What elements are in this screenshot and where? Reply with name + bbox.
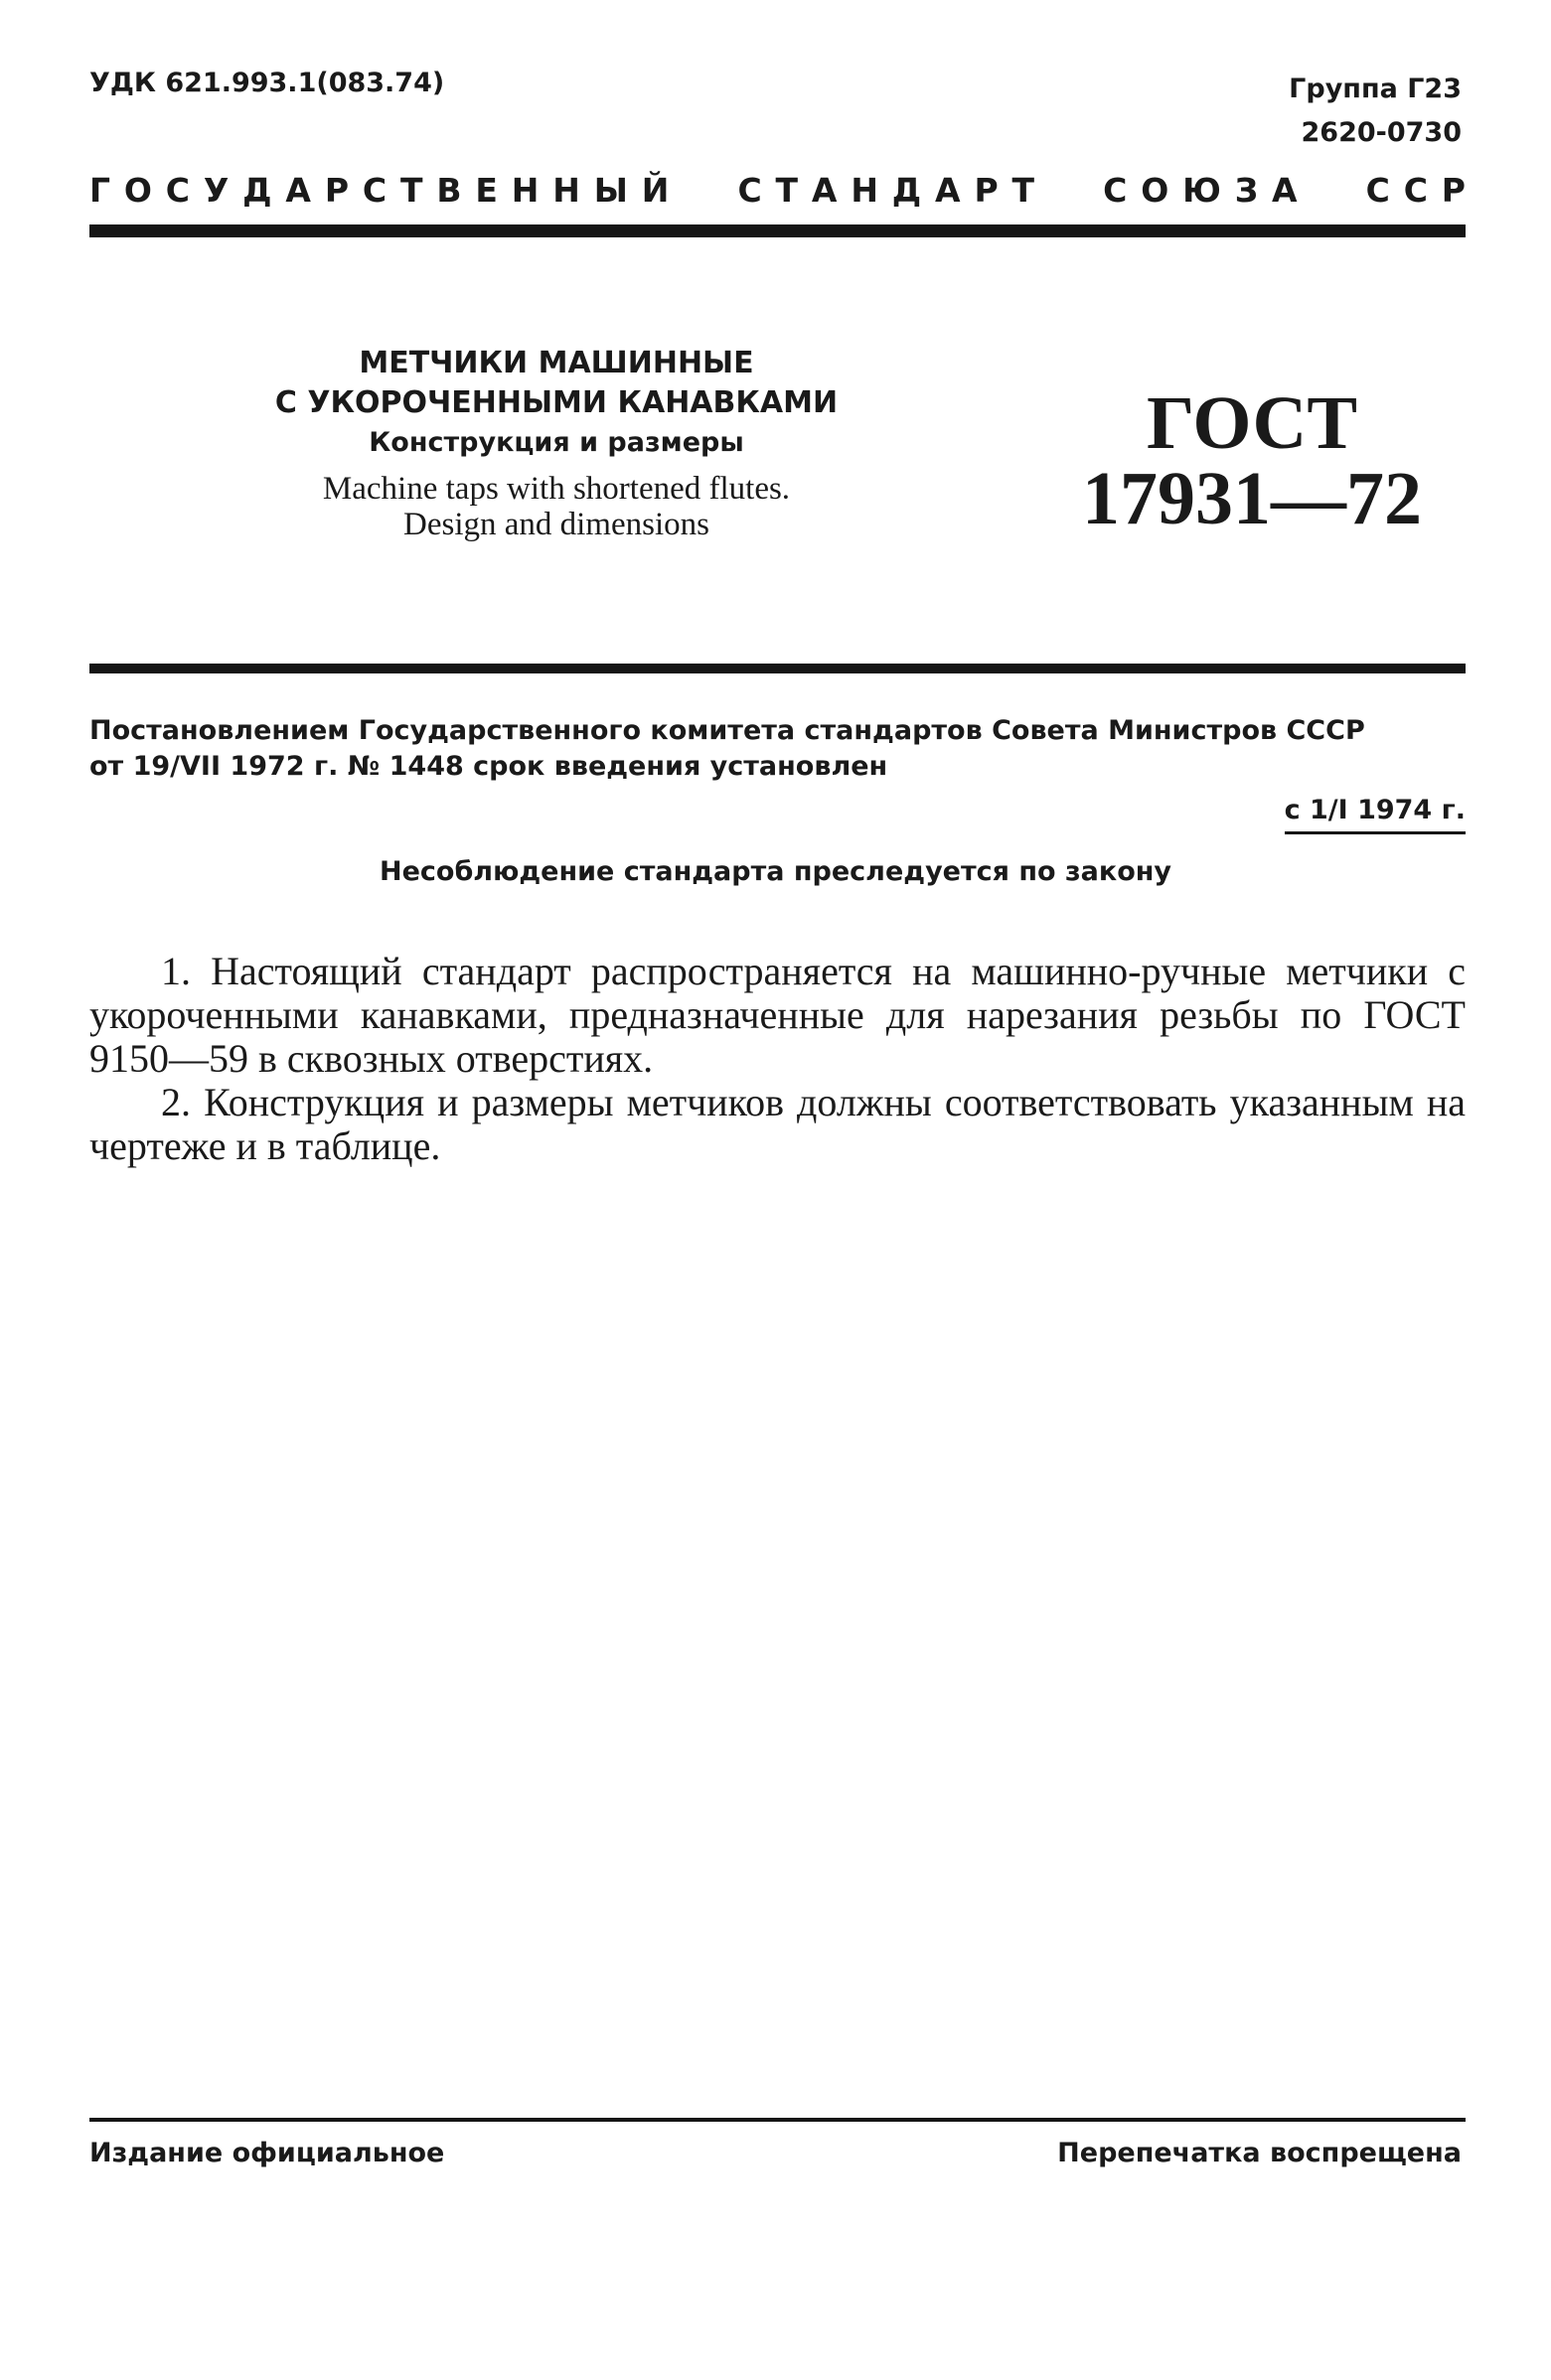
- title-english-2: Design and dimensions: [403, 507, 709, 542]
- footer-edition: Издание официальное: [89, 2138, 445, 2168]
- banner-word: СОЮЗА: [1103, 171, 1312, 210]
- group-block: [1289, 68, 1462, 155]
- footer-reprint-notice: Перепечатка воспрещена: [1057, 2138, 1462, 2168]
- banner-word: СТАНДАРТ: [737, 171, 1048, 210]
- gost-number: 17931—72: [1082, 457, 1422, 540]
- title-english-1: Machine taps with shortened flutes.: [322, 471, 791, 507]
- paragraph-1: 1. Настоящий стандарт распространяется на машинно-ручные метчики с укороченными канавками, предназначенные для нарезания резьбы по ГОСТ 9150—59 в сквозных отверстиях.: [89, 949, 1466, 1081]
- udk-code: УДК 621.993.1(083.74): [89, 68, 445, 98]
- title-line-1: МЕТЧИКИ МАШИННЫЕ: [359, 346, 754, 380]
- state-standard-banner: [89, 171, 1479, 210]
- footer-rule: [89, 2118, 1466, 2122]
- title-line-3: Конструкция и размеры: [369, 427, 744, 458]
- decree-text: [89, 713, 1466, 785]
- body-text: [89, 950, 1466, 1168]
- group-label: Группа Г23: [1289, 74, 1462, 104]
- title-block: [238, 344, 874, 542]
- middle-rule: [89, 664, 1466, 673]
- gost-label: ГОСТ: [1146, 381, 1358, 465]
- title-line-2: С УКОРОЧЕННЫМИ КАНАВКАМИ: [274, 385, 839, 420]
- paragraph-2: 2. Конструкция и размеры метчиков должны соответствовать указанным на чертеже и в таблице.: [89, 1080, 1466, 1168]
- gost-designation: [1073, 381, 1431, 540]
- top-rule: [89, 224, 1466, 237]
- banner-word: ССР: [1365, 171, 1479, 210]
- okp-code: 2620-0730: [1301, 117, 1462, 148]
- decree-line-2: от 19/VII 1972 г. № 1448 срок введения установлен: [89, 751, 888, 782]
- effective-date: с 1/I 1974 г.: [1285, 795, 1466, 834]
- legal-warning: Несоблюдение стандарта преследуется по закону: [379, 856, 1172, 887]
- decree-line-1: Постановлением Государственного комитета стандартов Совета Министров СССР: [89, 715, 1365, 746]
- banner-word: ГОСУДАРСТВЕННЫЙ: [89, 171, 684, 210]
